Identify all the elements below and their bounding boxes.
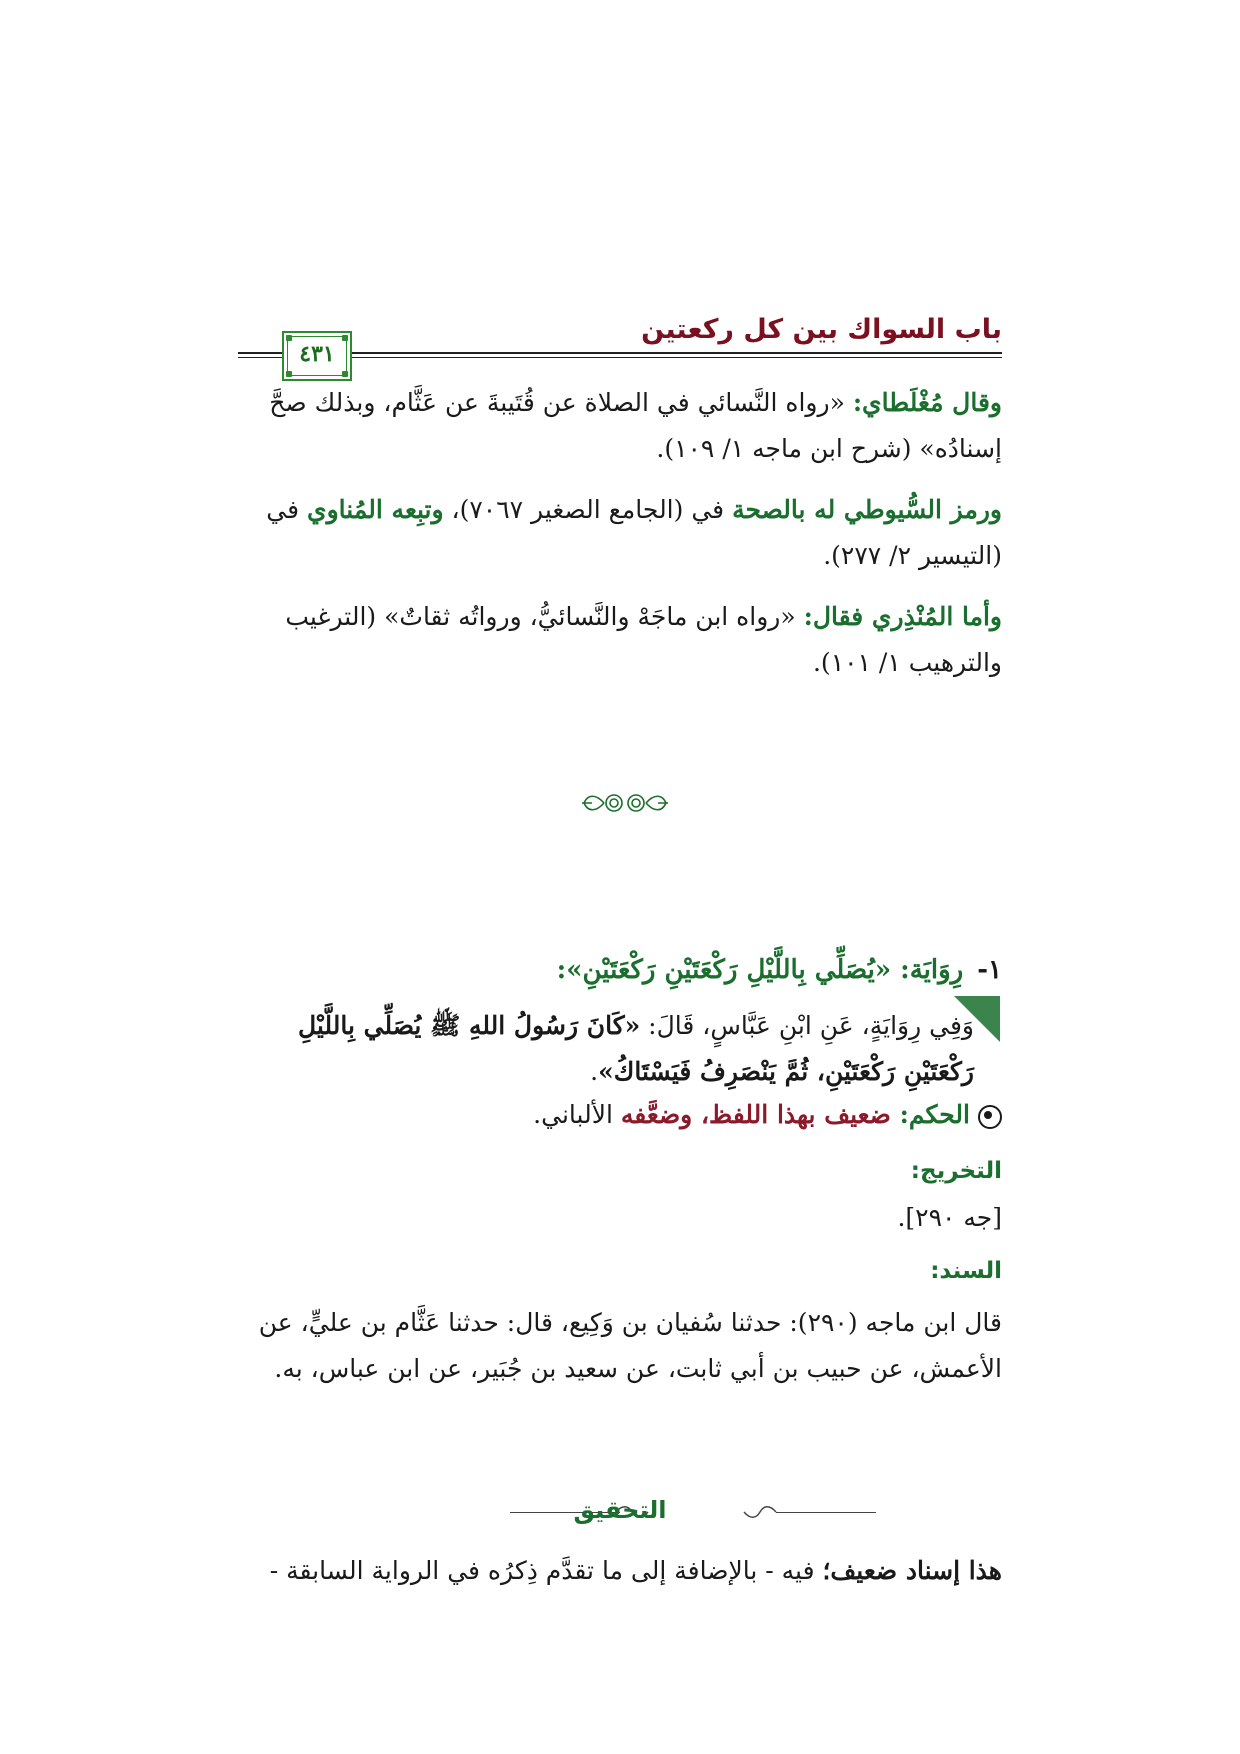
paragraph-text: في (الجامع الصغير ٧٠٦٧)، bbox=[443, 495, 733, 524]
ruling-verdict: ضعيف بهذا اللفظ، وضعَّفه bbox=[620, 1100, 900, 1129]
paragraph-text: «رواه ابن ماجَهْ والنَّسائيُّ، ورواتُه ثقاتٌ» (الترغيب والترهيب ١/ ١٠١). bbox=[285, 602, 1002, 677]
sanad-text: قال ابن ماجه (٢٩٠): حدثنا سُفيان بن وَكِيع، قال: حدثنا عَثَّام بن عليٍّ، عن الأعمش، عن حبيب بن أبي ثابت، عن سعيد بن جُبَير، عن ابن عباس، به. bbox=[258, 1308, 1002, 1383]
paragraph-suyuti bbox=[238, 487, 1002, 579]
sanad-heading: السند: bbox=[930, 1258, 1002, 1284]
badge-corner-ornament bbox=[342, 371, 348, 377]
speaker-name: وتبِعه المُناوي bbox=[307, 495, 444, 524]
speaker-name: ورمز السُّيوطي له بالصحة bbox=[732, 495, 1002, 524]
tahqiq-heading: التحقيق bbox=[573, 1496, 667, 1524]
tahqiq-text bbox=[238, 1548, 1002, 1594]
speaker-name: وأما المُنْذِري فقال: bbox=[803, 602, 1002, 631]
badge-corner-ornament bbox=[286, 335, 292, 341]
paragraph-mundhiri bbox=[238, 594, 1002, 686]
section-heading bbox=[557, 955, 1002, 985]
header-rule-thin bbox=[238, 357, 1002, 358]
ruling-rest: الألباني. bbox=[533, 1100, 621, 1129]
chapter-title: باب السواك بين كل ركعتين bbox=[641, 314, 1002, 345]
rosette-icon bbox=[978, 1105, 1002, 1129]
tahqiq-body: فيه - بالإضافة إلى ما تقدَّم ذِكرُه في الرواية السابقة - bbox=[269, 1556, 823, 1585]
takhrij-heading: التخريج: bbox=[910, 1158, 1002, 1184]
hadith-matn: «كَانَ رَسُولُ اللهِ ﷺ يُصَلِّي بِاللَّيْلِ رَكْعَتَيْنِ رَكْعَتَيْنِ، ثُمَّ يَنْصَرِفُ فَيَسْتَاكُ» bbox=[297, 1011, 974, 1086]
badge-corner-ornament bbox=[342, 335, 348, 341]
paragraph-text: في (التيسير ٢/ ٢٧٧). bbox=[266, 495, 1002, 570]
ruling-label: الحكم: bbox=[899, 1100, 970, 1129]
floral-divider-icon bbox=[580, 790, 670, 816]
hadith-end: . bbox=[590, 1057, 599, 1086]
tahqiq-lead: هذا إسناد ضعيف؛ bbox=[822, 1556, 1002, 1585]
hadith-text bbox=[238, 1003, 1002, 1095]
section-label: رِوَايَة: «يُصَلِّي بِاللَّيْلِ رَكْعَتَيْنِ رَكْعَتَيْنِ»: bbox=[556, 955, 964, 985]
page-number: ٤٣١ bbox=[299, 341, 335, 367]
section-number: ١- bbox=[977, 955, 1002, 985]
page-number-badge bbox=[282, 331, 352, 381]
hadith-intro: وَفِي رِوَايَةٍ، عَنِ ابْنِ عَبَّاسٍ، قَالَ: bbox=[640, 1011, 974, 1040]
takhrij-reference: [جه ٢٩٠]. bbox=[897, 1203, 1002, 1232]
header-rule bbox=[238, 352, 1002, 354]
badge-corner-ornament bbox=[286, 371, 292, 377]
speaker-name: وقال مُغْلَطاي: bbox=[852, 388, 1002, 417]
paragraph-text: «رواه النَّسائي في الصلاة عن قُتَيبةَ عن عَثَّام، وبذلك صحَّ إسنادُه» (شرح ابن ماجه ١/ ١٠٩). bbox=[269, 388, 1002, 463]
ruling-line bbox=[533, 1100, 1002, 1129]
paragraph-mughlatai bbox=[238, 380, 1002, 472]
